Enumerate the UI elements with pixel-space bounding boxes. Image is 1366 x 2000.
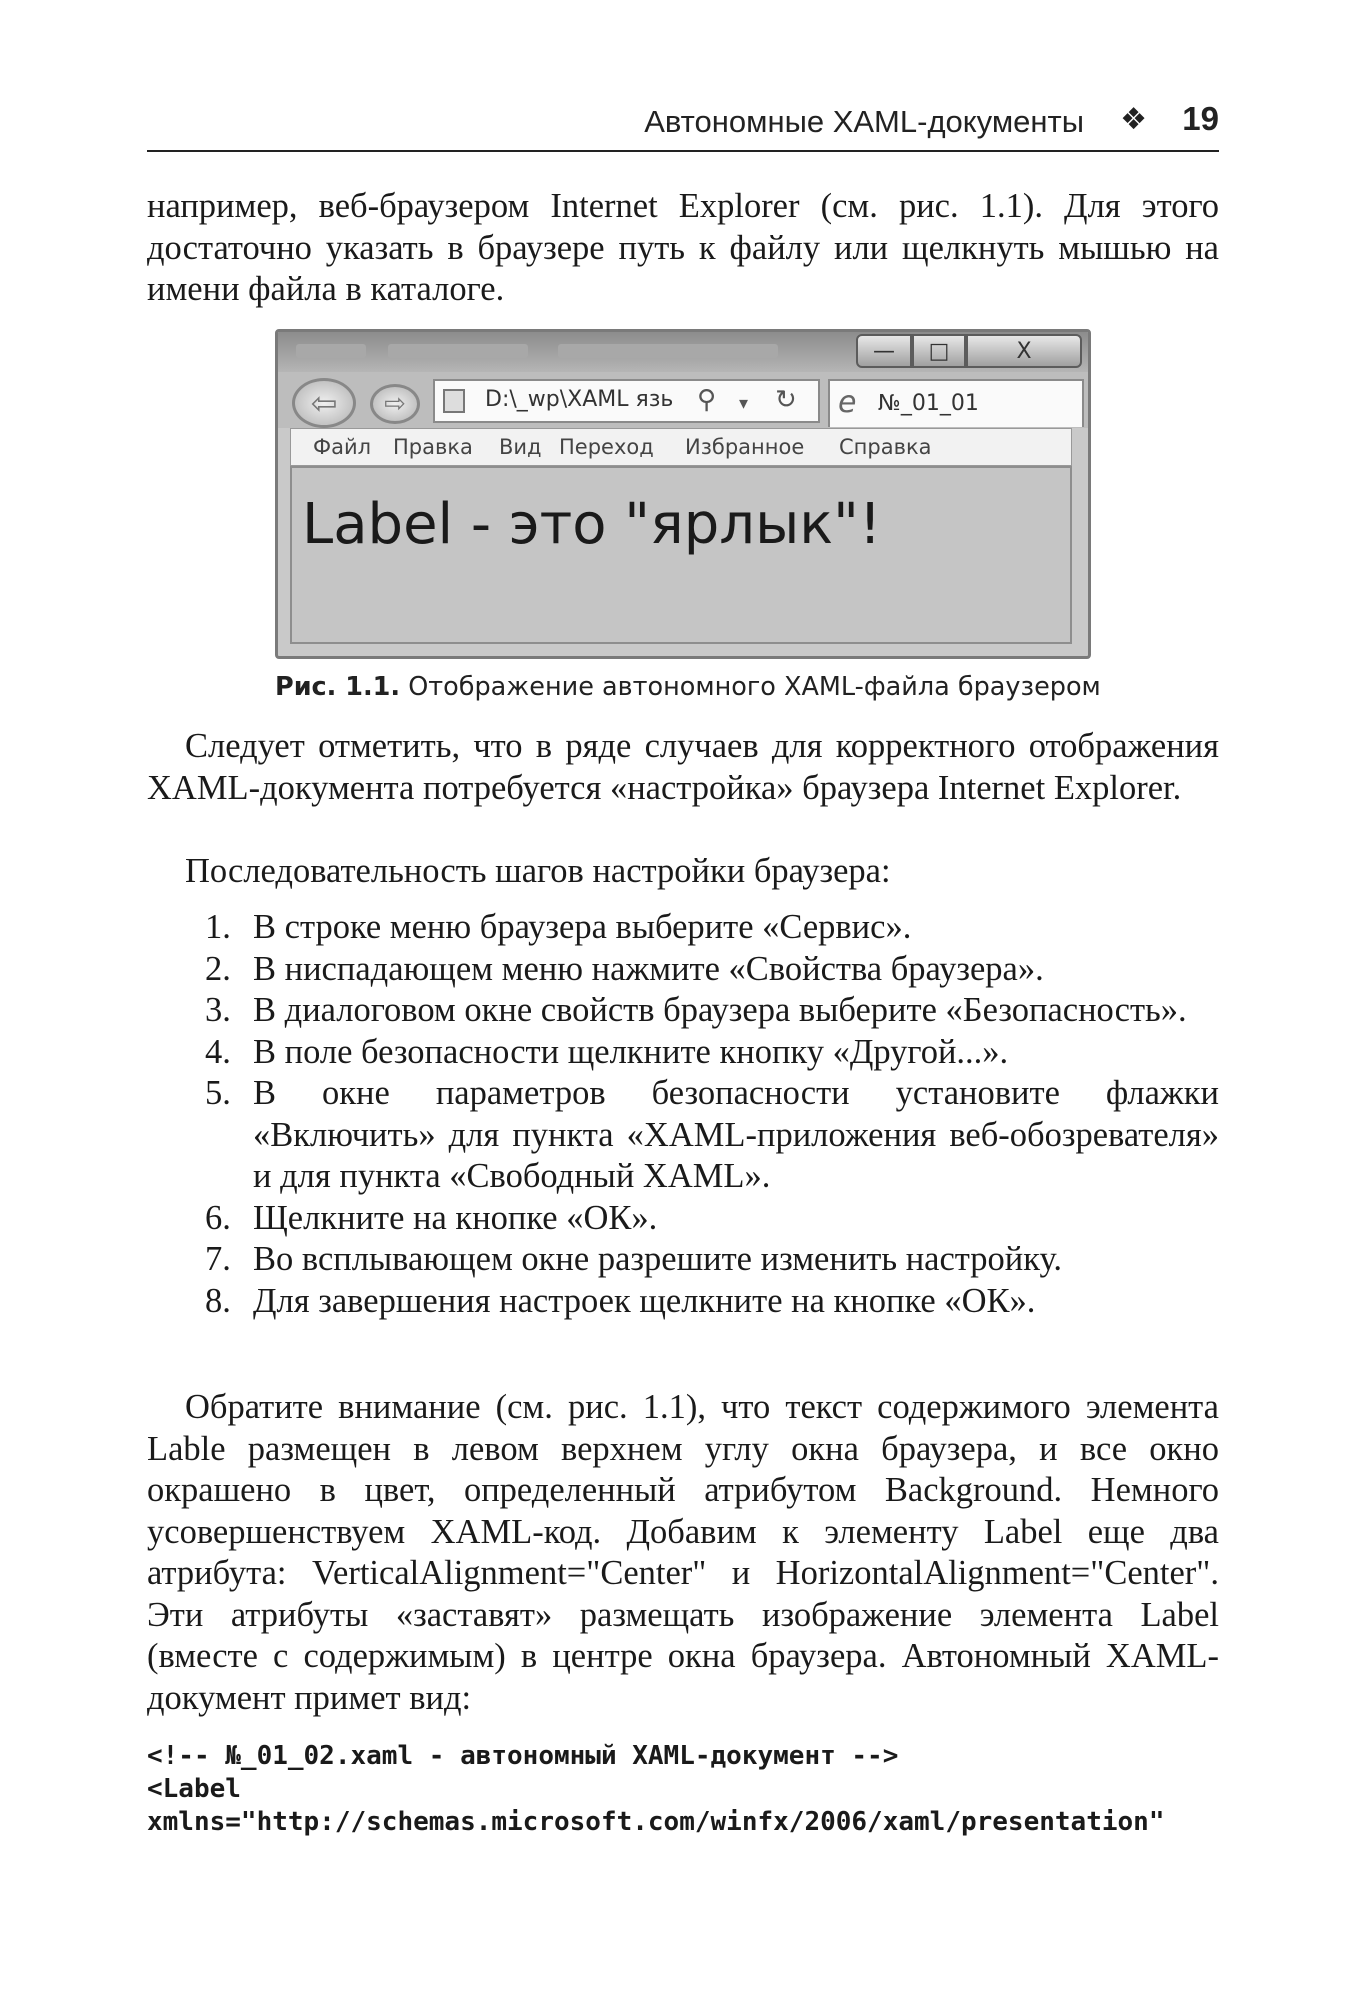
browser-content-area (290, 466, 1072, 644)
list-text: Во всплывающем окне разрешите изменить настройку. (253, 1240, 1062, 1278)
window-titlebar (278, 332, 1088, 372)
refresh-icon[interactable]: ↻ (775, 385, 797, 415)
paragraph-setup-note: Следует отметить, что в ряде случаев для корректного отображения XAML-документа потребуется «настройка» браузера Internet Explorer. (147, 727, 1219, 807)
figure-browser-screenshot (275, 329, 1091, 659)
list-number: 8. (205, 1281, 231, 1320)
list-item (147, 990, 1219, 1032)
list-number: 4. (205, 1032, 231, 1071)
running-header-title: Автономные XAML-документы (644, 104, 1084, 139)
menu-help[interactable]: Справка (839, 435, 932, 459)
list-text: В окне параметров безопасности установите флажки «Включить» для пункта «XAML-приложения веб-обозревателя» и для пункта «Свободный XAML». (253, 1074, 1219, 1195)
list-item (147, 1239, 1219, 1281)
minimize-button[interactable]: — (856, 334, 912, 368)
menu-navigate[interactable]: Переход (559, 435, 654, 459)
forward-arrow-icon[interactable]: ⇨ (370, 384, 420, 424)
list-text: В строке меню браузера выберите «Сервис». (253, 908, 912, 946)
list-text: В ниспадающем меню нажмите «Свойства браузера». (253, 949, 1044, 988)
menu-file[interactable]: Файл (313, 435, 372, 459)
titlebar-blur (388, 344, 528, 358)
list-item (147, 907, 1219, 949)
tab-title: №_01_01 (878, 391, 979, 416)
xaml-label-content: Label - это "ярлык"! (302, 492, 882, 557)
list-number: 7. (205, 1240, 231, 1278)
running-header (147, 100, 1219, 152)
list-text: Щелкните на кнопке «ОК». (253, 1198, 658, 1237)
address-field[interactable] (433, 379, 820, 423)
search-icon[interactable]: ⚲ (697, 385, 717, 415)
page-number: 19 (1182, 100, 1219, 137)
ie-logo-icon: e (838, 385, 857, 420)
list-item (147, 949, 1219, 991)
steps-list (147, 907, 1219, 1322)
titlebar-blur (558, 344, 778, 358)
list-number: 1. (205, 908, 231, 946)
maximize-button[interactable]: □ (912, 334, 966, 368)
caption-label: Рис. 1.1. (275, 672, 401, 702)
list-text: В диалоговом окне свойств браузера выберите «Безопасность». (253, 991, 1187, 1029)
menu-view[interactable]: Вид (499, 435, 542, 459)
menu-bar (290, 428, 1072, 466)
code-line: xmlns="http://schemas.microsoft.com/winfx/2006/xaml/presentation" (147, 1807, 1165, 1837)
address-text: D:\_wp\XAML язь (485, 387, 674, 412)
list-text: В поле безопасности щелкните кнопку «Другой...». (253, 1032, 1009, 1071)
list-number: 6. (205, 1198, 231, 1237)
browser-tab[interactable] (828, 379, 1084, 427)
code-listing (147, 1740, 1219, 1839)
close-button[interactable]: X (966, 334, 1082, 368)
dropdown-icon[interactable]: ▾ (739, 393, 749, 414)
paragraph-steps-intro: Последовательность шагов настройки браузера: (185, 852, 891, 890)
page-icon (443, 389, 465, 413)
ornament-icon: ❖ (1120, 103, 1147, 136)
figure-caption (275, 672, 1105, 702)
list-item (147, 1198, 1219, 1240)
list-text: Для завершения настроек щелкните на кнопке «ОК». (253, 1281, 1036, 1320)
titlebar-blur (296, 344, 366, 358)
code-line: <!-- №_01_02.xaml - автономный XAML-документ --> (147, 1741, 899, 1771)
list-number: 3. (205, 991, 231, 1029)
code-line: <Label (147, 1774, 241, 1804)
list-item (147, 1073, 1219, 1198)
list-number: 5. (205, 1074, 231, 1112)
back-arrow-icon[interactable]: ⇦ (292, 378, 356, 428)
caption-text: Отображение автономного XAML-файла браузером (408, 672, 1101, 702)
list-item (147, 1032, 1219, 1074)
paragraph-label-alignment: Обратите внимание (см. рис. 1.1), что текст содержимого элемента Lable размещен в левом верхнем углу окна браузера, и все окно окрашено в цвет, определенный атрибутом Background. Немного усовершенствуем XAML-код. Добавим к элементу Label еще два атрибута: VerticalAlignment="Center" и HorizontalAlignment="Center". Эти атрибуты «заставят» размещать изображение элемента Label (вместе с содержимым) в центре окна браузера. Автономный XAML-документ примет вид: (147, 1388, 1219, 1717)
menu-edit[interactable]: Правка (393, 435, 473, 459)
window-controls (856, 334, 1082, 368)
paragraph-intro: например, веб-браузером Internet Explorer (см. рис. 1.1). Для этого достаточно указать в браузере путь к файлу или щелкнуть мышью на имени файла в каталоге. (147, 187, 1219, 308)
list-item (147, 1281, 1219, 1323)
list-number: 2. (205, 949, 231, 988)
menu-favorites[interactable]: Избранное (685, 435, 805, 459)
